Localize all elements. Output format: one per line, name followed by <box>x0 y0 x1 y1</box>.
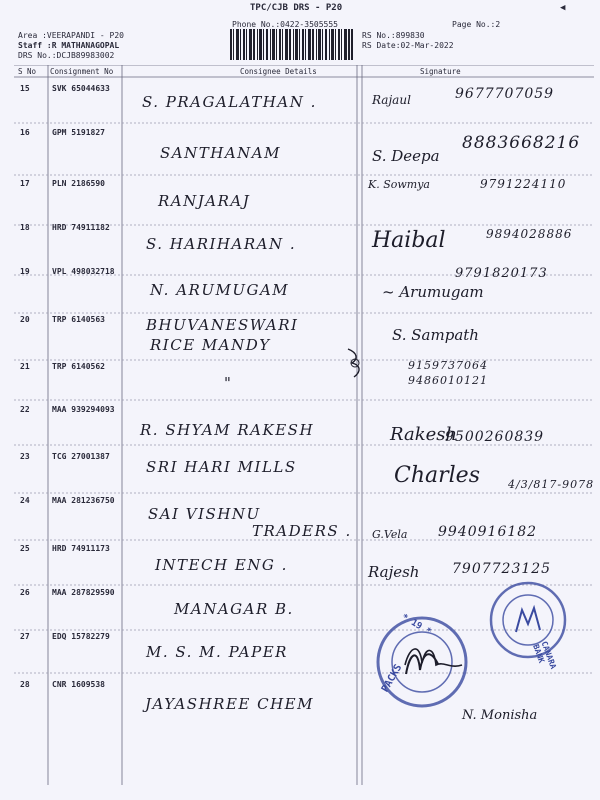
row-consignment: SVK 65044633 <box>52 84 110 93</box>
row-sno: 27 <box>20 632 30 641</box>
row-consignment: TRP 6140563 <box>52 315 105 324</box>
packs-stamp-number: * 19 * <box>399 612 433 638</box>
row-phone-2: 9486010121 <box>408 374 488 387</box>
row-consignee: SRI HARI MILLS <box>146 458 297 476</box>
row-phone: 8883668216 <box>462 133 581 153</box>
rs-number: RS No.:899830 <box>362 31 425 40</box>
row-phone: 9159737064 <box>408 359 488 372</box>
row-consignee: MANAGAR B. <box>174 600 294 618</box>
row-sno: 28 <box>20 680 30 689</box>
row-sno: 19 <box>20 267 30 276</box>
row-consignment: HRD 74911182 <box>52 223 110 232</box>
row-consignee: RANJARAJ <box>158 192 251 210</box>
row-phone: 9791224110 <box>480 177 567 191</box>
row-sno: 20 <box>20 315 30 324</box>
row-sno: 24 <box>20 496 30 505</box>
row-sno: 23 <box>20 452 30 461</box>
area-label: Area :VEERAPANDI - P20 <box>18 31 124 40</box>
row-signature: Rajaul <box>372 93 411 107</box>
barcode <box>230 29 353 60</box>
row-signature: G.Vela <box>372 528 408 541</box>
row-consignee: JAYASHREE CHEM <box>145 695 314 713</box>
row-consignment: TRP 6140562 <box>52 362 105 371</box>
row-phone: 9677707059 <box>455 86 555 102</box>
row-consignee: S. PRAGALATHAN . <box>142 93 317 111</box>
row-sno: 18 <box>20 223 30 232</box>
row-consignment: CNR 1609538 <box>52 680 105 689</box>
row-sno: 17 <box>20 179 30 188</box>
row-signature: S. Sampath <box>392 326 479 344</box>
row-sno: 16 <box>20 128 30 137</box>
row-consignment: MAA 287829590 <box>52 588 115 597</box>
row-consignee: SAI VISHNU <box>148 505 261 523</box>
row-phone: 9894028886 <box>486 227 573 241</box>
row-signature: Rakesh <box>390 424 458 445</box>
column-header-consignee: Consignee Details <box>240 67 317 76</box>
column-header-consignment: Consignment No <box>50 67 114 76</box>
bank-stamp <box>486 578 570 662</box>
row-consignment: EDQ 15782279 <box>52 632 110 641</box>
row-consignee-line2: TRADERS . <box>252 522 352 540</box>
row-consignment: TCG 27001387 <box>52 452 110 461</box>
packs-stamp-label: PACKS <box>379 662 405 695</box>
row-sno: 22 <box>20 405 30 414</box>
row-signature: Rajesh <box>368 563 420 581</box>
row-consignment: VPL 498032718 <box>52 267 115 276</box>
column-header-signature: Signature <box>420 67 461 76</box>
row-consignee: N. ARUMUGAM <box>150 281 290 299</box>
row-phone: 9500260839 <box>445 429 545 445</box>
row-consignee: INTECH ENG . <box>155 556 288 574</box>
phone-number: Phone No.:0422-3505555 <box>232 20 338 29</box>
bracket-mark <box>344 347 366 379</box>
row-consignee: S. HARIHARAN . <box>146 235 297 253</box>
row-phone: 4/3/817-9078 <box>508 478 595 491</box>
row-consignee: " <box>224 374 233 392</box>
signature-scribble <box>400 635 470 685</box>
row-consignment: PLN 2186590 <box>52 179 105 188</box>
row-signature: Haibal <box>372 228 446 253</box>
row-signature: N. Monisha <box>462 708 538 723</box>
row-signature: S. Deepa <box>372 147 440 165</box>
rs-date: RS Date:02-Mar-2022 <box>362 41 454 50</box>
row-consignee: R. SHYAM RAKESH <box>140 421 315 439</box>
document-title: TPC/CJB DRS - P20 <box>250 3 343 13</box>
column-header-sno: S No <box>18 67 37 76</box>
row-phone: 9940916182 <box>438 524 538 540</box>
staff-label: Staff :R MATHANAGOPAL <box>18 41 120 50</box>
row-consignment: GPM 5191827 <box>52 128 105 137</box>
row-sno: 15 <box>20 84 30 93</box>
row-consignee: SANTHANAM <box>160 144 281 162</box>
row-signature: K. Sowmya <box>368 178 430 191</box>
row-sno: 26 <box>20 588 30 597</box>
drs-number: DRS No.:DCJB89983002 <box>18 51 115 60</box>
arrow-icon: ◀ <box>560 3 566 13</box>
row-consignee-line2: RICE MANDY <box>150 336 271 354</box>
row-phone: 9791820173 <box>455 266 548 281</box>
row-consignment: MAA 939294093 <box>52 405 115 414</box>
row-phone: 7907723125 <box>452 561 552 577</box>
row-consignment: MAA 281236750 <box>52 496 115 505</box>
row-signature: ~ Arumugam <box>382 283 484 301</box>
row-sno: 21 <box>20 362 30 371</box>
row-consignee: M. S. M. PAPER <box>146 643 288 661</box>
row-consignment: HRD 74911173 <box>52 544 110 553</box>
page-number: Page No.:2 <box>452 20 501 29</box>
row-consignee: BHUVANESWARI <box>146 316 299 334</box>
row-signature: Charles <box>394 463 480 488</box>
bank-stamp-label: CANARA BANK <box>531 640 558 671</box>
row-sno: 25 <box>20 544 30 553</box>
